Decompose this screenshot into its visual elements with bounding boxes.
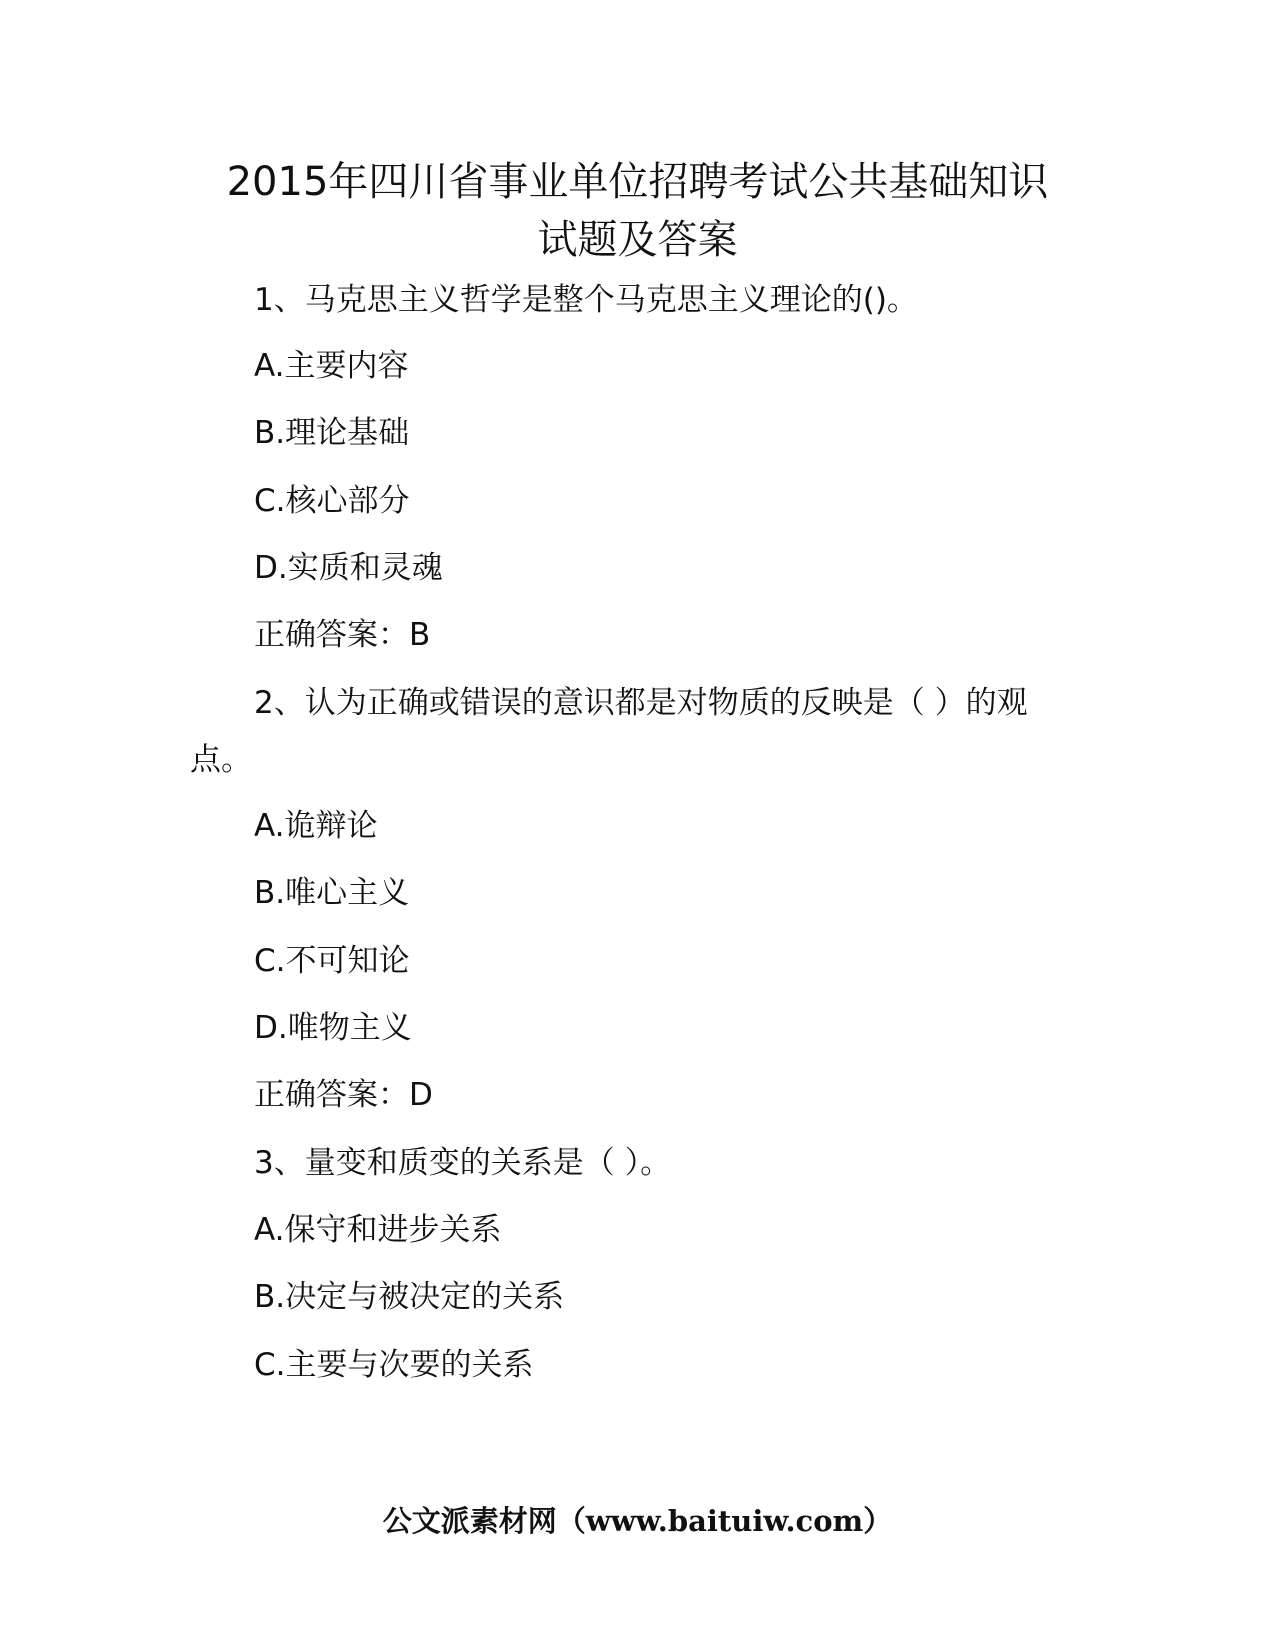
question-3-option-a: A.保守和进步关系 (254, 1212, 502, 1248)
question-1-answer: 正确答案：B (254, 617, 431, 653)
question-2-option-a: A.诡辩论 (254, 808, 378, 844)
question-1-option-d: D.实质和灵魂 (254, 550, 443, 586)
question-1-option-a: A.主要内容 (254, 348, 409, 384)
question-2-option-c: C.不可知论 (254, 943, 410, 979)
question-2-stem-line-1: 2、认为正确或错误的意识都是对物质的反映是（ ）的观 (254, 685, 1028, 721)
question-2-answer: 正确答案：D (254, 1077, 433, 1113)
footer-website-credit: 公文派素材网（www.baituiw.com） (382, 1504, 893, 1538)
question-2-option-b: B.唯心主义 (254, 875, 410, 911)
question-1-stem: 1、马克思主义哲学是整个马克思主义理论的()。 (254, 282, 918, 318)
question-2-option-d: D.唯物主义 (254, 1010, 412, 1046)
document-title-line-1: 2015年四川省事业单位招聘考试公共基础知识 (226, 159, 1049, 205)
question-2-stem-line-2: 点。 (190, 742, 252, 778)
question-3-stem: 3、量变和质变的关系是（ ）。 (254, 1145, 672, 1181)
question-3-option-b: B.决定与被决定的关系 (254, 1279, 565, 1315)
question-1-option-b: B.理论基础 (254, 415, 410, 451)
question-3-option-c: C.主要与次要的关系 (254, 1347, 534, 1383)
question-1-option-c: C.核心部分 (254, 483, 410, 519)
document-title-line-2: 试题及答案 (537, 217, 738, 263)
